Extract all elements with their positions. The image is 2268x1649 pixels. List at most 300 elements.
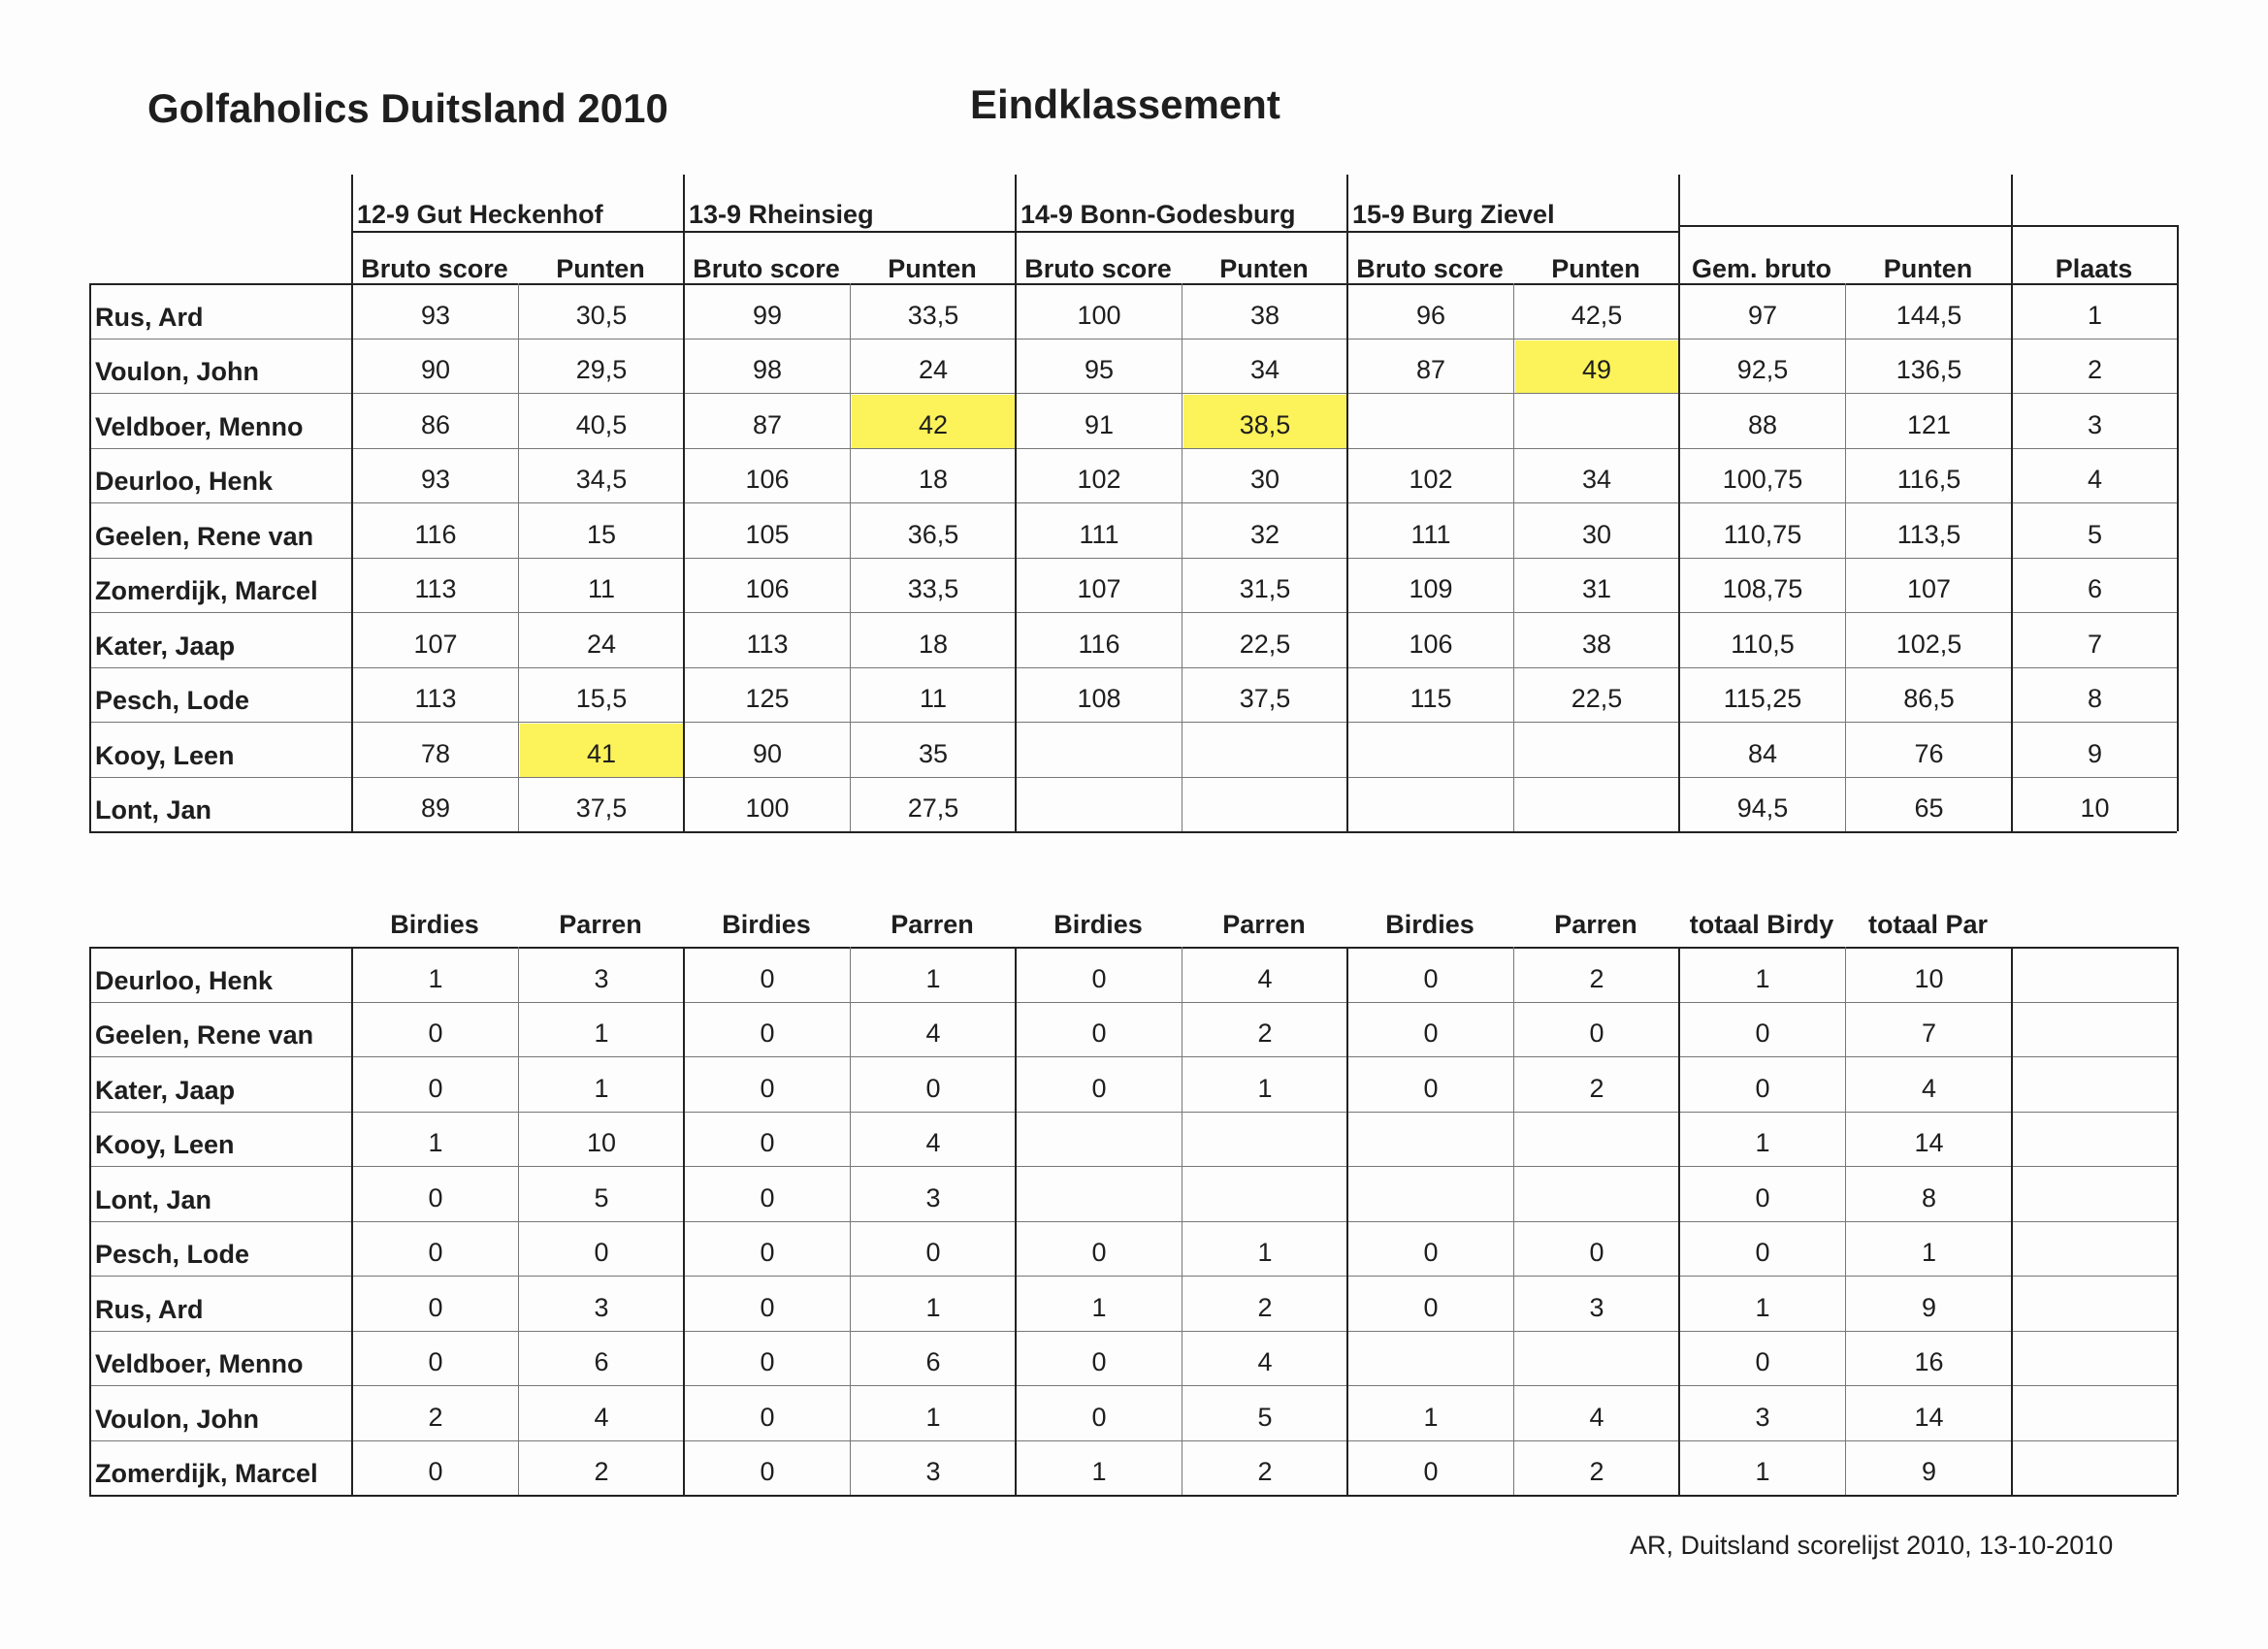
score-cell: 102,5 (1895, 629, 1962, 659)
score-cell (1348, 779, 1513, 832)
score-cell: 2 (428, 1402, 443, 1432)
column-divider (850, 947, 851, 1495)
row-divider (89, 1385, 2177, 1386)
player-name: Pesch, Lode (95, 686, 250, 716)
score-cell: 93 (420, 465, 451, 495)
score-cell: 37,5 (575, 793, 628, 824)
player-name: Veldboer, Menno (95, 411, 304, 441)
round-header: 12-9 Gut Heckenhof (357, 200, 603, 229)
score-cell: 2 (1257, 1292, 1273, 1322)
table-bottom-border (89, 831, 2177, 833)
score-cell: 121 (1906, 409, 1952, 439)
column-divider (1182, 283, 1183, 831)
score-cell: 107 (1906, 574, 1952, 604)
group-divider (351, 947, 353, 1495)
score-cell: 11 (919, 684, 948, 714)
score-cell: 7 (2087, 629, 2103, 659)
score-cell (2013, 1387, 2177, 1440)
score-cell: 0 (1423, 1292, 1439, 1322)
score-cell: 89 (420, 793, 451, 824)
score-cell: 29,5 (575, 355, 628, 385)
score-cell (1348, 724, 1513, 777)
score-cell: 0 (428, 1182, 443, 1212)
score-cell: 136,5 (1895, 355, 1962, 385)
group-divider (2011, 947, 2013, 1495)
score-cell: 90 (420, 355, 451, 385)
player-name: Geelen, Rene van (95, 1020, 314, 1051)
player-name: Voulon, John (95, 357, 259, 387)
score-cell: 6 (925, 1347, 941, 1377)
row-divider (89, 393, 2177, 394)
score-cell: 0 (760, 1238, 775, 1268)
score-cell: 1 (1921, 1238, 1937, 1268)
row-divider (89, 558, 2177, 559)
row-divider (89, 1002, 2177, 1003)
score-cell (1183, 779, 1346, 832)
group-divider (683, 947, 685, 1495)
score-cell: 4 (1257, 1347, 1273, 1377)
score-cell: 1 (925, 1402, 941, 1432)
table-left-border (89, 947, 91, 1495)
score-cell: 0 (760, 1073, 775, 1103)
score-cell: 4 (2087, 465, 2103, 495)
score-cell (1017, 1114, 1182, 1167)
score-cell: 97 (1747, 300, 1778, 330)
footer-note: AR, Duitsland scorelijst 2010, 13-10-2010 (1630, 1531, 2114, 1560)
score-cell: 5 (2087, 519, 2103, 549)
score-cell: 0 (428, 1238, 443, 1268)
table1-col-header: Bruto score (693, 254, 840, 283)
score-cell: 107 (413, 629, 458, 659)
player-name: Kater, Jaap (95, 630, 236, 661)
score-cell: 106 (1409, 629, 1453, 659)
table-left-border (89, 283, 91, 831)
row-divider (89, 1276, 2177, 1277)
player-name: Deurloo, Henk (95, 965, 274, 995)
score-cell: 0 (1423, 1018, 1439, 1049)
score-cell (2013, 1004, 2177, 1057)
score-cell: 87 (752, 409, 783, 439)
score-cell: 110,75 (1723, 519, 1802, 549)
score-cell: 3 (1589, 1292, 1604, 1322)
score-cell: 93 (420, 300, 451, 330)
player-name: Geelen, Rene van (95, 521, 314, 551)
score-cell: 111 (1410, 519, 1451, 549)
score-cell: 0 (428, 1018, 443, 1049)
table2-col-header: Parren (891, 910, 974, 939)
score-cell: 2 (1589, 1073, 1604, 1103)
score-cell: 106 (745, 574, 790, 604)
table2-col-header: Parren (1222, 910, 1306, 939)
table1-col-header: Punten (1551, 254, 1640, 283)
score-cell: 3 (2087, 409, 2103, 439)
score-cell: 91 (1084, 409, 1115, 439)
score-cell: 105 (745, 519, 790, 549)
score-cell: 1 (1091, 1457, 1107, 1487)
score-cell: 110,5 (1731, 629, 1795, 659)
score-cell: 0 (760, 1292, 775, 1322)
score-cell: 22,5 (1239, 629, 1291, 659)
score-cell: 108,75 (1722, 574, 1803, 604)
score-cell: 4 (925, 1018, 941, 1049)
score-cell (1515, 1168, 1678, 1221)
score-cell: 0 (428, 1292, 443, 1322)
score-cell: 18 (918, 629, 949, 659)
score-cell: 95 (1084, 355, 1115, 385)
player-name: Pesch, Lode (95, 1240, 250, 1270)
player-name: Zomerdijk, Marcel (95, 1459, 318, 1489)
table-top-border (89, 947, 2177, 949)
score-cell: 0 (1091, 1238, 1107, 1268)
score-cell: 98 (752, 355, 783, 385)
score-cell: 42,5 (1571, 300, 1623, 330)
score-cell (1017, 1168, 1182, 1221)
highlighted-score-cell: 49 (1515, 340, 1678, 394)
score-cell: 0 (1589, 1238, 1604, 1268)
column-divider (1513, 947, 1514, 1495)
score-cell (2013, 1333, 2177, 1386)
score-cell: 106 (745, 465, 790, 495)
score-cell: 24 (586, 629, 617, 659)
score-cell (1183, 1168, 1346, 1221)
table2-col-header: totaal Birdy (1689, 910, 1834, 939)
score-cell: 1 (594, 1018, 609, 1049)
score-cell: 33,5 (907, 300, 959, 330)
table2-col-header: totaal Par (1867, 910, 1989, 939)
score-cell: 0 (1423, 963, 1439, 993)
score-cell: 0 (760, 1128, 775, 1158)
round-header-divider (351, 231, 1678, 233)
score-cell: 102 (1409, 465, 1453, 495)
score-cell: 3 (1755, 1402, 1770, 1432)
group-divider (683, 283, 685, 831)
score-cell: 6 (2087, 574, 2103, 604)
score-cell: 8 (1921, 1182, 1937, 1212)
row-divider (89, 722, 2177, 723)
score-cell: 5 (1257, 1402, 1273, 1432)
table1-col-header: Punten (556, 254, 645, 283)
score-cell: 5 (594, 1182, 609, 1212)
table1-col-header: Bruto score (1356, 254, 1504, 283)
score-cell: 107 (1077, 574, 1121, 604)
player-name: Deurloo, Henk (95, 467, 274, 497)
score-cell (2013, 1277, 2177, 1331)
score-cell: 33,5 (907, 574, 959, 604)
score-cell: 111 (1079, 519, 1119, 549)
score-cell: 31,5 (1239, 574, 1291, 604)
score-cell: 113 (746, 629, 789, 659)
score-cell: 116 (1078, 629, 1120, 659)
score-cell: 1 (2087, 300, 2103, 330)
score-cell: 116,5 (1896, 465, 1961, 495)
group-divider (2011, 283, 2013, 831)
group-divider (351, 283, 353, 831)
highlighted-score-cell: 41 (520, 724, 683, 777)
score-cell: 0 (1091, 1347, 1107, 1377)
score-cell: 0 (1091, 1018, 1107, 1049)
table-right-border (2177, 283, 2179, 831)
score-cell: 109 (1409, 574, 1453, 604)
score-cell (2013, 1058, 2177, 1112)
score-cell: 144,5 (1895, 300, 1962, 330)
score-cell: 4 (1589, 1402, 1604, 1432)
score-cell: 1 (1423, 1402, 1439, 1432)
table2-col-header: Birdies (1053, 910, 1143, 939)
score-cell: 102 (1077, 465, 1121, 495)
player-name: Kooy, Leen (95, 1130, 235, 1160)
score-cell (1348, 1333, 1513, 1386)
table-top-border (89, 283, 2177, 285)
score-cell (1017, 724, 1182, 777)
score-cell: 3 (925, 1182, 941, 1212)
score-cell: 0 (1755, 1238, 1770, 1268)
score-cell: 4 (925, 1128, 941, 1158)
table-bottom-border (89, 1495, 2177, 1497)
score-cell: 92,5 (1736, 355, 1789, 385)
column-divider (1845, 947, 1846, 1495)
score-cell: 1 (1755, 963, 1770, 993)
score-cell: 4 (594, 1402, 609, 1432)
score-cell: 86 (420, 409, 451, 439)
group-divider (1346, 283, 1348, 831)
table1-col-header: Punten (888, 254, 977, 283)
table1-col-header: Punten (1883, 254, 1973, 283)
table1-col-header: Punten (1219, 254, 1309, 283)
score-cell: 0 (428, 1347, 443, 1377)
score-cell: 113,5 (1896, 519, 1961, 549)
score-cell: 14 (1914, 1402, 1944, 1432)
score-cell: 22,5 (1571, 684, 1623, 714)
score-cell (1515, 1114, 1678, 1167)
score-cell: 1 (1257, 1238, 1273, 1268)
score-cell: 18 (918, 465, 949, 495)
score-cell: 0 (760, 1457, 775, 1487)
score-cell: 96 (1415, 300, 1446, 330)
score-cell: 113 (414, 574, 457, 604)
score-cell: 1 (1755, 1457, 1770, 1487)
score-cell: 1 (1257, 1073, 1273, 1103)
score-cell: 30 (1249, 465, 1280, 495)
score-cell: 100,75 (1722, 465, 1803, 495)
player-name: Kater, Jaap (95, 1075, 236, 1105)
score-cell: 14 (1914, 1128, 1944, 1158)
row-divider (89, 502, 2177, 503)
table-right-border (2177, 947, 2179, 1495)
score-cell: 2 (594, 1457, 609, 1487)
group-divider (1015, 283, 1017, 831)
score-cell: 90 (752, 738, 783, 768)
score-cell: 0 (1755, 1347, 1770, 1377)
score-cell: 0 (1589, 1018, 1604, 1049)
score-cell: 30,5 (575, 300, 628, 330)
score-cell: 1 (428, 1128, 443, 1158)
score-cell: 2 (1257, 1018, 1273, 1049)
score-cell: 2 (1257, 1457, 1273, 1487)
score-cell: 37,5 (1239, 684, 1291, 714)
row-divider (89, 1440, 2177, 1441)
score-cell: 4 (1257, 963, 1273, 993)
score-cell: 36,5 (907, 519, 959, 549)
score-cell: 0 (1423, 1073, 1439, 1103)
score-cell: 0 (1755, 1018, 1770, 1049)
score-cell: 40,5 (575, 409, 628, 439)
player-name: Veldboer, Menno (95, 1349, 304, 1379)
score-cell: 88 (1747, 409, 1778, 439)
score-cell: 0 (1091, 963, 1107, 993)
score-cell: 0 (1091, 1402, 1107, 1432)
score-cell: 100 (745, 793, 790, 824)
score-cell: 0 (760, 1018, 775, 1049)
score-cell: 0 (1755, 1073, 1770, 1103)
score-cell: 11 (587, 574, 616, 604)
table1-col-header: Bruto score (1024, 254, 1172, 283)
score-cell (2013, 1223, 2177, 1277)
score-cell: 34 (1581, 465, 1612, 495)
group-divider (1678, 947, 1680, 1495)
group-divider (1346, 947, 1348, 1495)
score-cell: 65 (1914, 793, 1944, 824)
score-cell: 0 (760, 963, 775, 993)
score-cell (1348, 1114, 1513, 1167)
score-cell: 15 (586, 519, 617, 549)
score-cell: 34 (1249, 355, 1280, 385)
score-cell: 84 (1747, 738, 1778, 768)
row-divider (89, 1331, 2177, 1332)
column-divider (1845, 283, 1846, 831)
score-cell: 0 (925, 1238, 941, 1268)
score-cell: 10 (1914, 963, 1944, 993)
score-cell: 3 (925, 1457, 941, 1487)
score-cell: 7 (1921, 1018, 1937, 1049)
score-cell (1183, 724, 1346, 777)
summary-header-top (1678, 225, 2177, 227)
score-cell: 86,5 (1903, 684, 1955, 714)
row-divider (89, 1166, 2177, 1167)
table2-col-header: Birdies (390, 910, 479, 939)
round-header: 13-9 Rheinsieg (689, 200, 874, 229)
table-vline (2177, 225, 2179, 283)
score-cell: 8 (2087, 684, 2103, 714)
score-cell: 0 (760, 1402, 775, 1432)
score-cell: 1 (594, 1073, 609, 1103)
row-divider (89, 777, 2177, 778)
score-cell: 9 (1921, 1292, 1937, 1322)
score-cell: 10 (2080, 793, 2110, 824)
score-cell: 115,25 (1723, 684, 1802, 714)
score-cell: 9 (1921, 1457, 1937, 1487)
group-divider (1015, 947, 1017, 1495)
score-cell (1515, 779, 1678, 832)
score-cell: 1 (1755, 1292, 1770, 1322)
score-cell: 6 (594, 1347, 609, 1377)
score-cell: 2 (1589, 963, 1604, 993)
score-cell: 2 (1589, 1457, 1604, 1487)
column-divider (1182, 947, 1183, 1495)
score-cell: 115 (1409, 684, 1452, 714)
group-divider (1678, 283, 1680, 831)
row-divider (89, 448, 2177, 449)
score-cell: 99 (752, 300, 783, 330)
player-name: Kooy, Leen (95, 740, 235, 770)
score-cell (1515, 395, 1678, 448)
document-subtitle: Eindklassement (970, 81, 1280, 127)
score-cell: 34,5 (575, 465, 628, 495)
score-cell: 0 (1091, 1073, 1107, 1103)
score-cell: 1 (925, 1292, 941, 1322)
score-cell: 3 (594, 1292, 609, 1322)
score-cell: 100 (1077, 300, 1121, 330)
player-name: Voulon, John (95, 1404, 259, 1434)
table1-col-header: Plaats (2055, 254, 2133, 283)
row-divider (89, 1221, 2177, 1222)
score-cell: 1 (925, 963, 941, 993)
score-cell: 35 (918, 738, 949, 768)
score-cell: 15,5 (575, 684, 628, 714)
table2-col-header: Birdies (1385, 910, 1474, 939)
table2-col-header: Parren (1554, 910, 1637, 939)
score-cell: 125 (745, 684, 790, 714)
score-cell: 78 (420, 738, 451, 768)
player-name: Zomerdijk, Marcel (95, 576, 318, 606)
score-cell: 32 (1249, 519, 1280, 549)
column-divider (850, 283, 851, 831)
score-cell (1515, 1333, 1678, 1386)
score-cell (1348, 395, 1513, 448)
score-cell: 31 (1581, 574, 1612, 604)
row-divider (89, 1112, 2177, 1113)
score-cell: 10 (586, 1128, 617, 1158)
score-cell: 30 (1581, 519, 1612, 549)
highlighted-score-cell: 42 (852, 395, 1015, 448)
score-cell: 0 (428, 1073, 443, 1103)
score-cell: 1 (1755, 1128, 1770, 1158)
score-cell: 3 (594, 963, 609, 993)
player-name: Rus, Ard (95, 302, 204, 332)
score-cell (1515, 724, 1678, 777)
score-cell (1017, 779, 1182, 832)
player-name: Lont, Jan (95, 1184, 211, 1214)
row-divider (89, 1056, 2177, 1057)
score-cell: 1 (1091, 1292, 1107, 1322)
player-name: Rus, Ard (95, 1294, 204, 1324)
score-cell (2013, 1114, 2177, 1167)
score-cell: 108 (1077, 684, 1121, 714)
score-cell: 0 (1755, 1182, 1770, 1212)
score-cell: 0 (760, 1182, 775, 1212)
score-cell: 1 (428, 963, 443, 993)
column-divider (518, 283, 519, 831)
score-cell: 0 (1423, 1457, 1439, 1487)
table1-col-header: Bruto score (361, 254, 508, 283)
table2-col-header: Parren (559, 910, 642, 939)
score-cell: 24 (918, 355, 949, 385)
table1-col-header: Gem. bruto (1691, 254, 1831, 283)
score-cell: 0 (760, 1347, 775, 1377)
score-cell: 27,5 (907, 793, 959, 824)
row-divider (89, 612, 2177, 613)
score-cell: 16 (1914, 1347, 1944, 1377)
score-cell: 9 (2087, 738, 2103, 768)
score-cell: 4 (1921, 1073, 1937, 1103)
score-cell: 2 (2087, 355, 2103, 385)
row-divider (89, 339, 2177, 340)
score-cell: 113 (414, 684, 457, 714)
document-title: Golfaholics Duitsland 2010 (147, 85, 668, 131)
score-cell: 0 (1423, 1238, 1439, 1268)
table2-col-header: Birdies (722, 910, 811, 939)
column-divider (1513, 283, 1514, 831)
row-divider (89, 667, 2177, 668)
